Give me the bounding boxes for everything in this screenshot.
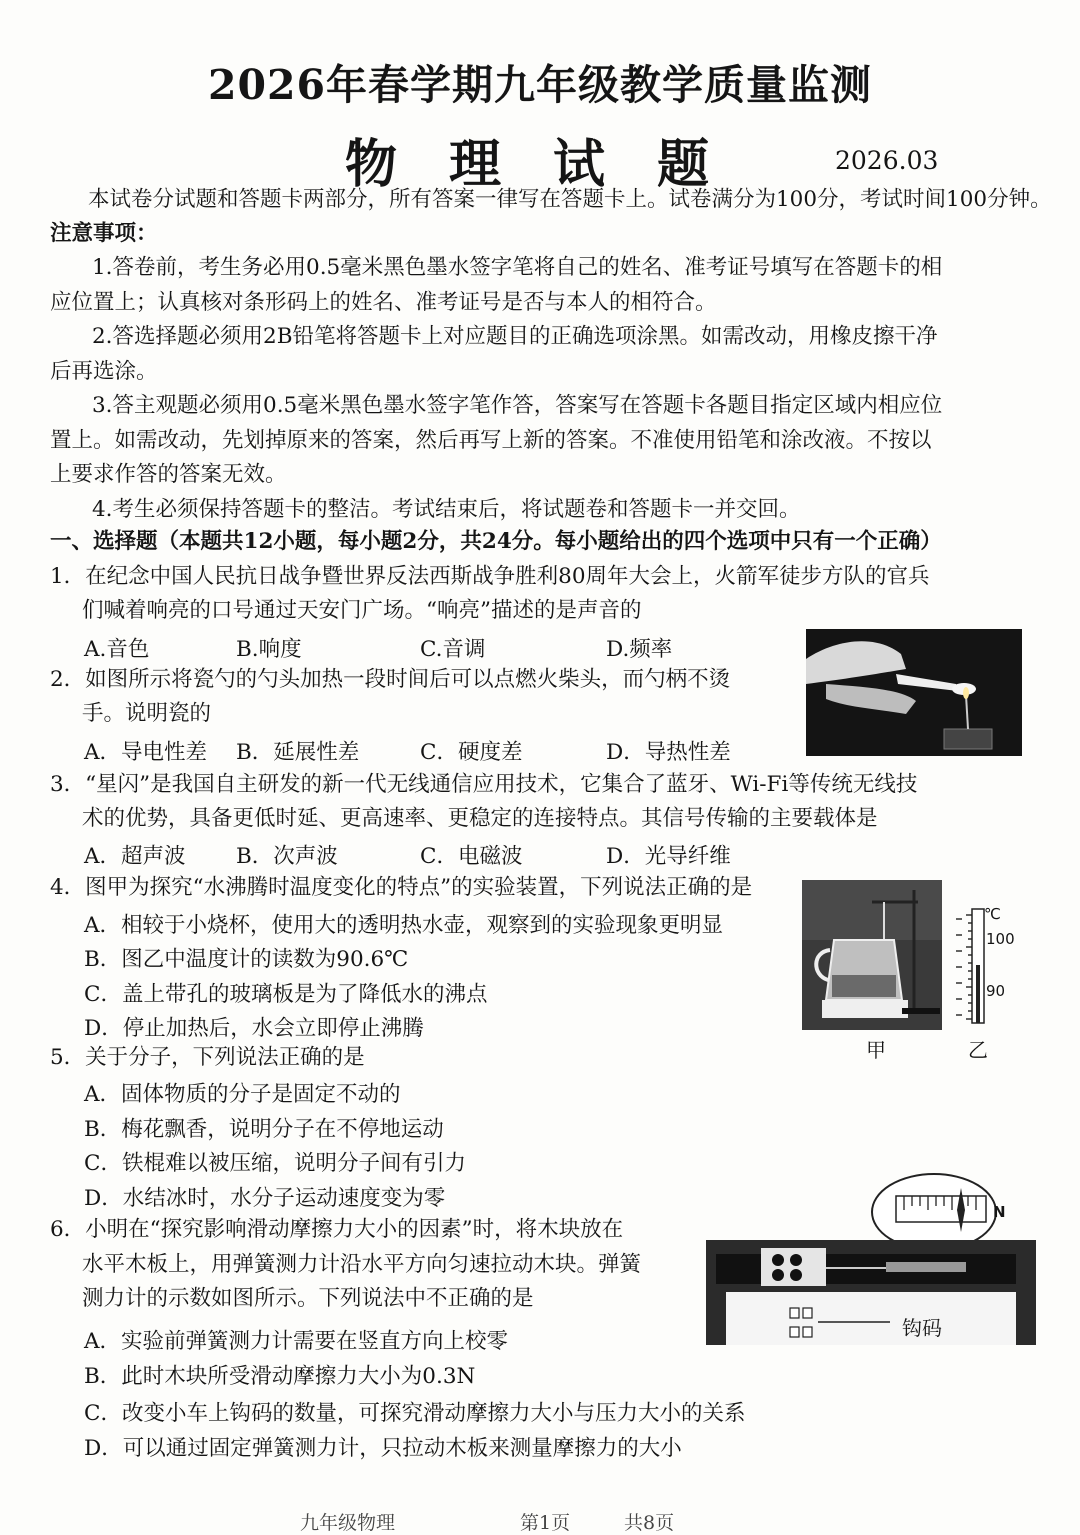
- footer-subject: 九年级物理: [300, 1512, 396, 1534]
- question-4-option-b: B．图乙中温度计的读数为90.6℃: [84, 947, 409, 972]
- intro-text: 本试卷分试题和答题卡两部分，所有答案一律写在答题卡上。试卷满分为100分，考试时间100分钟。: [88, 187, 1052, 212]
- question-2-option-a: A．导电性差: [84, 740, 208, 765]
- question-3-option-a: A．超声波: [84, 844, 186, 869]
- exam-date: 2026.03: [835, 146, 939, 175]
- question-6-stem: 6．小明在“探究影响滑动摩擦力大小的因素”时，将木块放在: [50, 1217, 624, 1242]
- kettle-apparatus-illustration: [802, 880, 942, 1030]
- question-1-stem: 1．在纪念中国人民抗日战争暨世界反法西斯战争胜利80周年大会上，火箭军徒步方队的官兵: [50, 564, 930, 589]
- question-6-option-b: B．此时木块所受滑动摩擦力大小为0.3N: [84, 1364, 476, 1389]
- question-3-option-b: B．次声波: [236, 844, 338, 869]
- section-heading: 一、选择题（本题共12小题，每小题2分，共24分。每小题给出的四个选项中只有一个正确）: [50, 529, 942, 554]
- question-2-photo: [806, 629, 1022, 756]
- question-5-option-b: B．梅花飘香，说明分子在不停地运动: [84, 1117, 444, 1142]
- notice-line: 4.考生必须保持答题卡的整洁。考试结束后，将试题卷和答题卡一并交回。: [92, 497, 801, 522]
- notice-line: 应位置上；认真核对条形码上的姓名、准考证号是否与本人的相符合。: [50, 290, 717, 315]
- question-5-option-c: C．铁棍难以被压缩，说明分子间有引力: [84, 1151, 466, 1176]
- question-6-stem: 水平木板上，用弹簧测力计沿水平方向匀速拉动木块。弹簧: [82, 1252, 642, 1277]
- question-5-option-d: D．水结冰时，水分子运动速度变为零: [84, 1186, 446, 1211]
- question-2-option-c: C．硬度差: [420, 740, 523, 765]
- figure-label-jia: 甲: [866, 1038, 886, 1062]
- question-1-option-d: D.频率: [606, 637, 673, 662]
- weights-label: 钩码: [902, 1316, 942, 1340]
- question-6-option-c: C．改变小车上钩码的数量，可探究滑动摩擦力大小与压力大小的关系: [84, 1401, 746, 1426]
- question-6-option-d: D．可以通过固定弹簧测力计，只拉动木板来测量摩擦力的大小: [84, 1436, 682, 1461]
- thermometer-label-90: 90: [986, 982, 1006, 1000]
- question-3-stem: 术的优势，具备更低时延、更高速率、更稳定的连接特点。其信号传输的主要载体是: [82, 806, 878, 831]
- question-4-photo-jia: [802, 880, 942, 1030]
- question-2-option-b: B．延展性差: [236, 740, 360, 765]
- exam-title: 2026年春学期九年级教学质量监测: [207, 61, 873, 109]
- question-6-option-a: A．实验前弹簧测力计需要在竖直方向上校零: [84, 1329, 509, 1354]
- question-1-option-b: B.响度: [236, 637, 302, 662]
- question-4-option-c: C．盖上带孔的玻璃板是为了降低水的沸点: [84, 982, 488, 1007]
- notice-line: 置上。如需改动，先划掉原来的答案，然后再写上新的答案。不准使用铅笔和涂改液。不按以: [50, 428, 932, 453]
- notice-line: 2.答选择题必须用2B铅笔将答题卡上对应题目的正确选项涂黑。如需改动，用橡皮擦干净: [92, 324, 938, 349]
- question-4-option-a: A．相较于小烧杯，使用大的透明热水壶，观察到的实验现象更明显: [84, 913, 724, 938]
- footer-page: 第1页: [520, 1512, 571, 1534]
- question-3-option-c: C．电磁波: [420, 844, 523, 869]
- question-1-option-a: A.音色: [84, 637, 150, 662]
- question-6-stem: 测力计的示数如图所示。下列说法中不正确的是: [82, 1286, 534, 1311]
- question-4-option-d: D．停止加热后，水会立即停止沸腾: [84, 1016, 424, 1041]
- question-1-option-c: C.音调: [420, 637, 486, 662]
- thermometer-scale-illustration: [950, 905, 1014, 1025]
- scale-unit-label: N: [993, 1203, 1006, 1221]
- question-1-stem: 们喊着响亮的口号通过天安门广场。“响亮”描述的是声音的: [82, 598, 642, 623]
- subject-title: 物理试题: [345, 135, 762, 195]
- question-6-figure: [706, 1170, 1036, 1345]
- question-5-stem: 5．关于分子，下列说法正确的是: [50, 1045, 365, 1070]
- question-2-stem: 2．如图所示将瓷勺的勺头加热一段时间后可以点燃火柴头，而勺柄不烫: [50, 667, 731, 692]
- notice-line: 3.答主观题必须用0.5毫米黑色墨水签字笔作答，答案写在答题卡各题目指定区域内相应位: [92, 393, 943, 418]
- question-2-stem: 手。说明瓷的: [82, 701, 212, 726]
- thermometer-label-100: 100: [986, 930, 1015, 948]
- question-2-option-d: D．导热性差: [606, 740, 731, 765]
- spoon-match-illustration: [806, 629, 1022, 756]
- figure-label-yi: 乙: [968, 1038, 988, 1062]
- friction-experiment-illustration: [706, 1170, 1036, 1345]
- question-4-thermometer: [950, 905, 1014, 1025]
- thermometer-unit: ℃: [984, 905, 1001, 923]
- question-3-option-d: D．光导纤维: [606, 844, 731, 869]
- notice-heading: 注意事项：: [50, 221, 158, 246]
- notice-line: 后再选涂。: [50, 359, 158, 384]
- footer-total: 共8页: [624, 1512, 675, 1534]
- question-4-stem: 4．图甲为探究“水沸腾时温度变化的特点”的实验装置，下列说法正确的是: [50, 875, 753, 900]
- notice-line: 上要求作答的答案无效。: [50, 462, 287, 487]
- question-5-option-a: A．固体物质的分子是固定不动的: [84, 1082, 401, 1107]
- question-3-stem: 3．“星闪”是我国自主研发的新一代无线通信应用技术，它集合了蓝牙、Wi-Fi等传统无线技: [50, 772, 918, 797]
- notice-line: 1.答卷前，考生务必用0.5毫米黑色墨水签字笔将自己的姓名、准考证号填写在答题卡的相: [92, 255, 943, 280]
